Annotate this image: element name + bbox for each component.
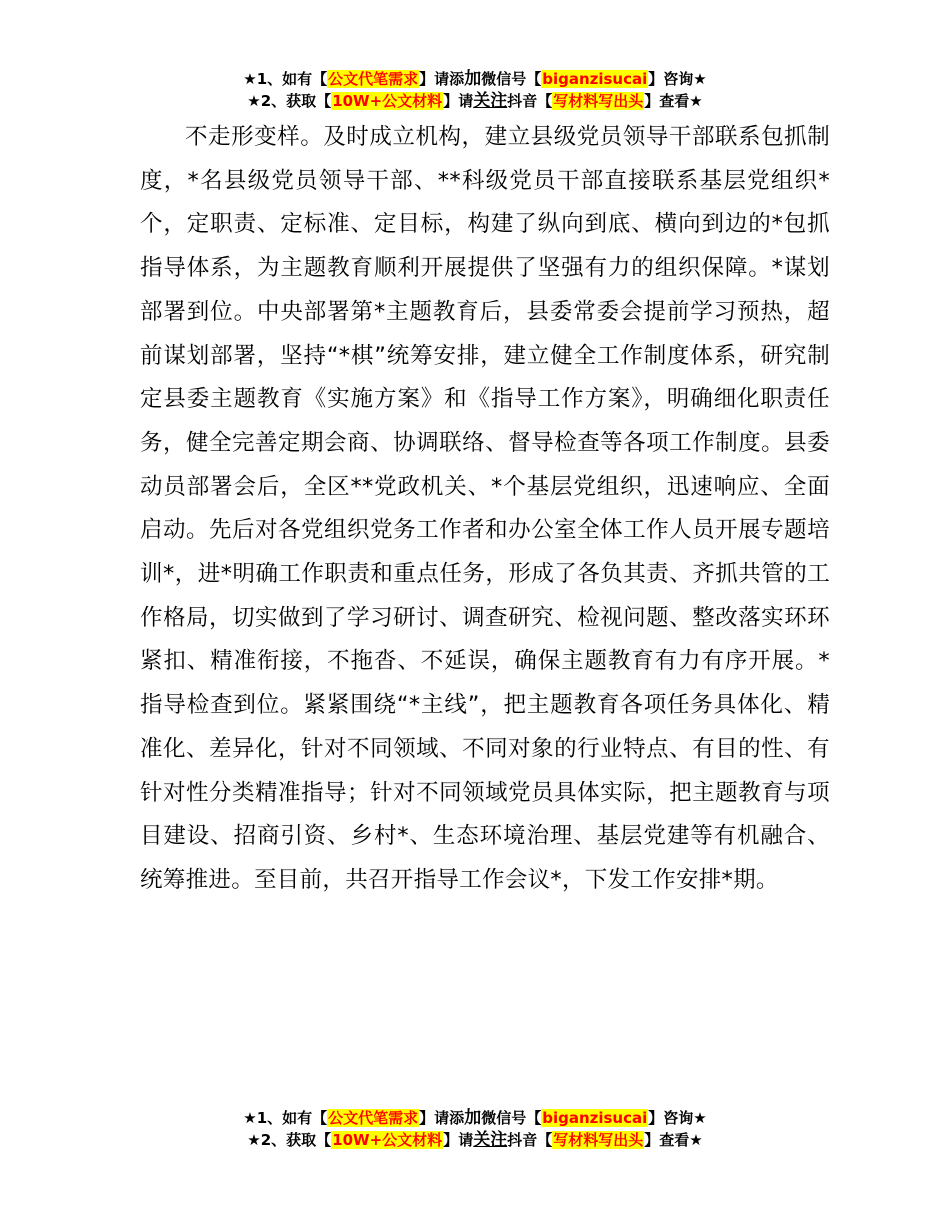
banner-emphasis: 加 <box>464 1108 482 1128</box>
document-paragraph: 不走形变样。及时成立机构，建立县级党员领导干部联系包抓制度，*名县级党员领导干部、**科级党员干部直接联系基层党组织*个，定职责、定标准、定目标，构建了纵向到底、横向到边的*包抓指导体系，为主题教育顺利开展提供了坚强有力的组织保障。*谋划部署到位。中央部署第*主题教育后，县委常委会提前学习预热，超前谋划部署，坚持“*棋”统筹安排，建立健全工作制度体系，研究制定县委主题教育《实施方案》和《指导工作方案》，明确细化职责任务，健全完善定期会商、协调联络、督导检查等各项工作制度。县委动员部署会后，全区**党政机关、*个基层党组织，迅速响应、全面启动。先后对各党组织党务工作者和办公室全体工作人员开展专题培训*，进*明确工作职责和重点任务，形成了各负其责、齐抓共管的工作格局，切实做到了学习研讨、调查研究、检视问题、整改落实环环紧扣、精准衔接，不拖沓、不延误，确保主题教育有力有序开展。*指导检查到位。紧紧围绕“*主线”，把主题教育各项任务具体化、精准化、差异化，针对不同领域、不同对象的行业特点、有目的性、有针对性分类精准指导；针对不同领域党员具体实际，把主题教育与项目建设、招商引资、乡村*、生态环境治理、基层党建等有机融合、统筹推进。至目前，共召开指导工作会议*，下发工作安排*期。 <box>140 124 830 893</box>
banner-text: 】咨询★ <box>648 70 707 88</box>
banner-line-2 <box>0 90 950 112</box>
banner-line-2 <box>0 1129 950 1151</box>
highlight-wechat-id: biganzisucai <box>542 1109 648 1127</box>
banner-text: 微信号【 <box>481 70 542 88</box>
banner-emphasis: 加 <box>464 69 482 89</box>
banner-text: 】查看★ <box>644 1131 703 1149</box>
highlight-wechat-id: biganzisucai <box>542 70 648 88</box>
banner-text: 微信号【 <box>481 1109 542 1127</box>
highlight-douyin-id: 写材料写出头 <box>553 92 644 110</box>
highlight-materials: 10W+公文材料 <box>332 1131 443 1149</box>
banner-text: 】请添 <box>419 70 465 88</box>
header-banner <box>0 68 950 112</box>
banner-line-1 <box>0 1107 950 1129</box>
banner-emphasis: 关注 <box>473 1130 508 1150</box>
banner-text: 】请 <box>443 92 474 110</box>
banner-text: 】请添 <box>419 1109 465 1127</box>
banner-text: 】请 <box>443 1131 474 1149</box>
highlight-douyin-id: 写材料写出头 <box>553 1131 644 1149</box>
banner-text: ★1、如有【 <box>243 70 328 88</box>
footer-banner <box>0 1107 950 1151</box>
banner-emphasis: 关注 <box>473 91 508 111</box>
highlight-materials: 10W+公文材料 <box>332 92 443 110</box>
highlight-service: 公文代笔需求 <box>328 1109 419 1127</box>
highlight-service: 公文代笔需求 <box>328 70 419 88</box>
banner-text: ★2、获取【 <box>247 92 332 110</box>
banner-text: 】查看★ <box>644 92 703 110</box>
banner-text: 抖音【 <box>507 92 553 110</box>
banner-text: ★2、获取【 <box>247 1131 332 1149</box>
banner-text: ★1、如有【 <box>243 1109 328 1127</box>
banner-text: 抖音【 <box>507 1131 553 1149</box>
banner-text: 】咨询★ <box>648 1109 707 1127</box>
banner-line-1 <box>0 68 950 90</box>
